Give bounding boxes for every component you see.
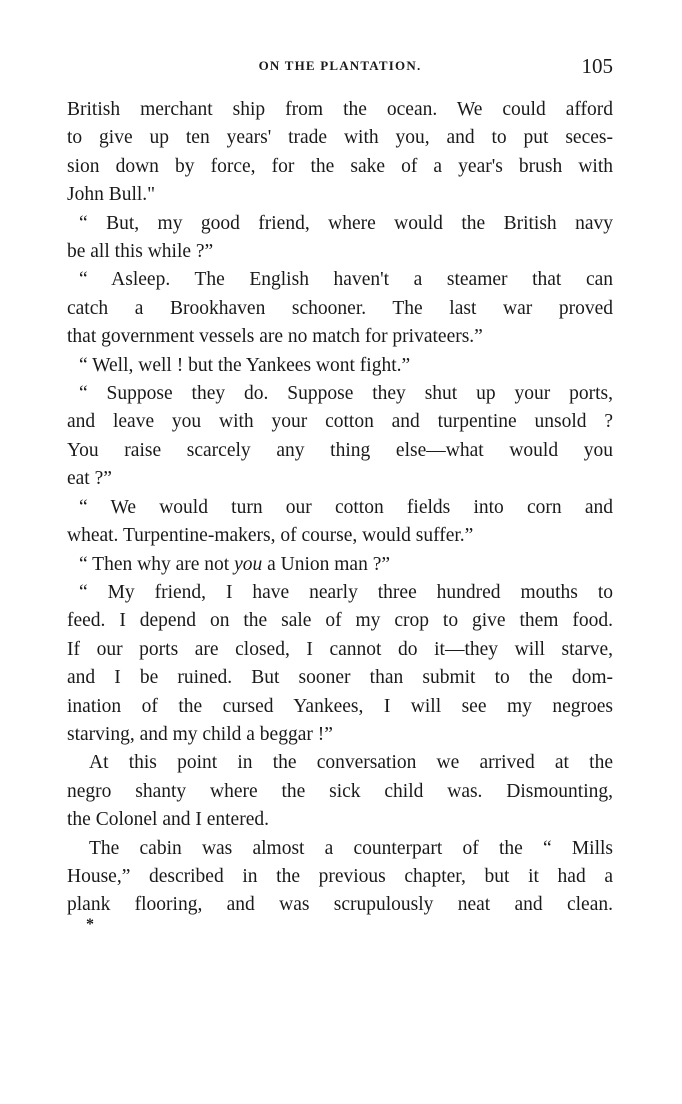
text-line: and I be ruined. But sooner than submit to the dom- (67, 667, 613, 689)
page-number: 105 (581, 54, 613, 78)
text-line: be all this while ?” (67, 241, 214, 263)
text-line: House,” described in the previous chapter, but it had a (67, 865, 613, 887)
text-line: At this point in the conversation we arrived at the (89, 752, 613, 774)
text-line: eat ?” (67, 468, 112, 490)
book-page (67, 52, 613, 920)
running-head (67, 52, 613, 82)
text-line: If our ports are closed, I cannot do it—they will starve, (67, 638, 613, 660)
text-line: feed. I depend on the sale of my crop to give them food. (67, 610, 613, 632)
text-line: “ But, my good friend, where would the British navy (79, 212, 613, 234)
text-line: “ Suppose they do. Suppose they shut up your ports, (79, 383, 613, 405)
text-line: You raise scarcely any thing else—what would you (67, 439, 613, 461)
text-line: negro shanty where the sick child was. Dismounting, (67, 780, 613, 802)
text-line: sion down by force, for the sake of a year's brush with (67, 155, 613, 177)
text-line: “ My friend, I have nearly three hundred mouths to (79, 581, 613, 603)
text-line: ination of the cursed Yankees, I will see my negroes (67, 695, 613, 717)
text-line: catch a Brookhaven schooner. The last war proved (67, 297, 613, 319)
text-line: wheat. Turpentine-makers, of course, would suffer.” (67, 525, 474, 547)
text-line: that government vessels are no match for privateers.” (67, 326, 483, 348)
text-line: British merchant ship from the ocean. We could afford (67, 99, 613, 120)
text-run: a Union man ?” (262, 553, 391, 575)
text-line: “ We would turn our cotton fields into corn and (79, 496, 613, 518)
text-line: starving, and my child a beggar !” (67, 723, 333, 745)
text-line: to give up ten years' trade with you, and to put seces- (67, 127, 613, 149)
text-line: John Bull." (67, 184, 156, 206)
text-line: the Colonel and I entered. (67, 809, 269, 831)
italic-word: you (234, 553, 263, 575)
body-text (67, 96, 613, 920)
text-line: “ Asleep. The English haven't a steamer that can (79, 269, 613, 291)
text-line: The cabin was almost a counterpart of the “ Mills (89, 837, 613, 859)
signature-mark: * (86, 916, 94, 933)
running-title: ON THE PLANTATION. (258, 58, 422, 73)
text-run: “ Then why are not (79, 553, 235, 575)
text-line: and leave you with your cotton and turpentine unsold ? (67, 411, 613, 433)
text-line: plank flooring, and was scrupulously neat and clean. (67, 894, 613, 916)
text-line (67, 551, 613, 579)
text-line: “ Well, well ! but the Yankees wont fight.” (79, 354, 411, 376)
